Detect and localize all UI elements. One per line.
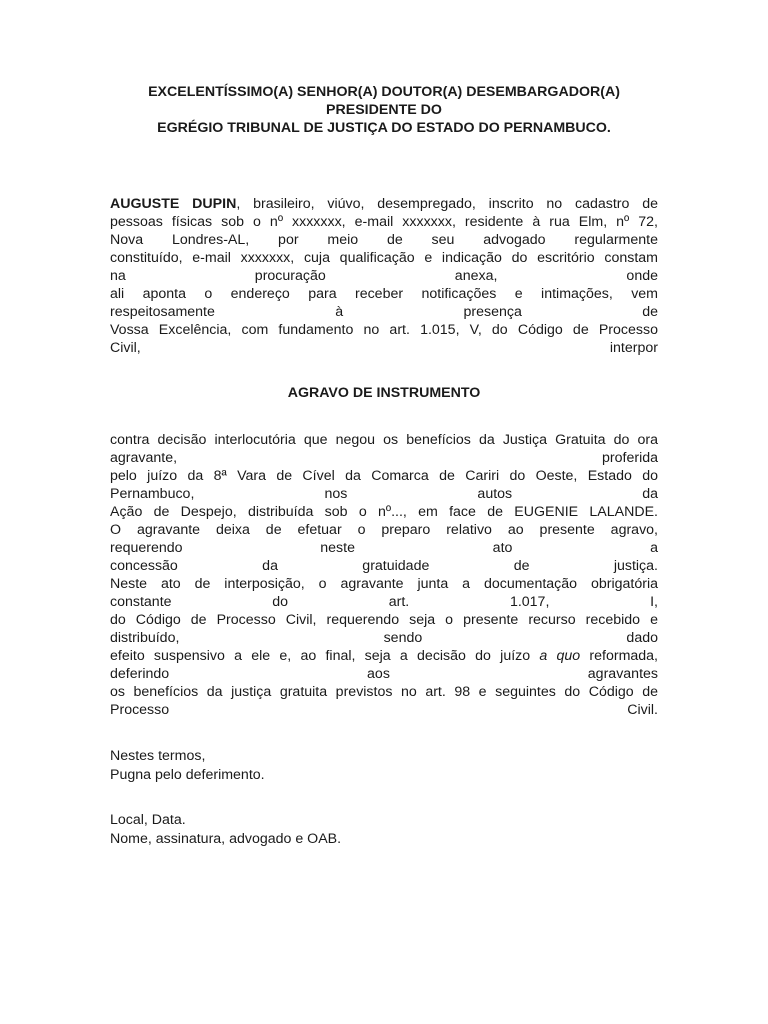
intro-line-1-rest: , brasileiro, viúvo, desempregado, inscrito no cadastro de — [236, 196, 659, 212]
body-line-16: Processo Civil. — [110, 702, 658, 718]
intro-paragraph — [110, 195, 658, 357]
body-line-7: requerendo neste ato a — [110, 540, 658, 556]
intro-line-9: Civil, interpor — [110, 340, 658, 356]
intro-line-5: na procuração anexa, onde — [110, 268, 658, 284]
header-line-3: EGRÉGIO TRIBUNAL DE JUSTIÇA DO ESTADO DO PERNAMBUCO. — [157, 120, 611, 136]
document-title: AGRAVO DE INSTRUMENTO — [287, 385, 481, 401]
body-line-10: constante do art. 1.017, I, — [110, 594, 658, 610]
intro-line-6: ali aponta o endereço para receber notificações e intimações, vem — [110, 286, 658, 302]
header-line-2: PRESIDENTE DO — [326, 102, 442, 118]
body-line-13 — [110, 647, 658, 665]
body-line-2: agravante, proferida — [110, 450, 658, 466]
body-line-3: pelo juízo da 8ª Vara de Cível da Comarca de Cariri do Oeste, Estado do — [110, 468, 658, 484]
intro-line-8: Vossa Excelência, com fundamento no art. 1.015, V, do Código de Processo — [110, 322, 658, 338]
closing-line-2: Pugna pelo deferimento. — [110, 767, 265, 783]
intro-line-3: Nova Londres-AL, por meio de seu advogado regularmente — [110, 232, 658, 248]
body-line-12: distribuído, sendo dado — [110, 630, 658, 646]
body-line-15: os benefícios da justiça gratuita previstos no art. 98 e seguintes do Código de — [110, 684, 658, 700]
signature-line-1: Local, Data. — [110, 812, 186, 828]
body-line-8: concessão da gratuidade de justiça. — [110, 558, 658, 574]
body-line-13-post: reformada, — [580, 648, 659, 664]
body-line-11: do Código de Processo Civil, requerendo seja o presente recurso recebido e — [110, 612, 658, 628]
header-line-1: EXCELENTÍSSIMO(A) SENHOR(A) DOUTOR(A) DESEMBARGADOR(A) — [148, 84, 620, 100]
body-line-6: O agravante deixa de efetuar o preparo relativo ao presente agravo, — [110, 522, 658, 538]
intro-line-7: respeitosamente à presença de — [110, 304, 658, 320]
body-paragraph — [110, 431, 658, 719]
intro-line-1 — [110, 195, 658, 213]
signature-block — [110, 811, 341, 849]
closing-block — [110, 747, 265, 785]
intro-line-4: constituído, e-mail xxxxxxx, cuja qualificação e indicação do escritório constam — [110, 250, 658, 266]
body-line-14: deferindo aos agravantes — [110, 666, 658, 682]
body-line-5: Ação de Despejo, distribuída sob o nº..., em face de EUGENIE LALANDE. — [110, 504, 658, 520]
party-name: AUGUSTE DUPIN — [110, 196, 237, 212]
document-header — [110, 83, 658, 137]
body-line-1: contra decisão interlocutória que negou os benefícios da Justiça Gratuita do ora — [110, 432, 658, 448]
latin-term: a quo — [539, 648, 581, 664]
intro-line-2: pessoas físicas sob o nº xxxxxxx, e-mail xxxxxxx, residente à rua Elm, nº 72, — [110, 214, 658, 230]
body-line-4: Pernambuco, nos autos da — [110, 486, 658, 502]
signature-line-2: Nome, assinatura, advogado e OAB. — [110, 831, 342, 847]
closing-line-1: Nestes termos, — [110, 748, 206, 764]
body-line-9: Neste ato de interposição, o agravante junta a documentação obrigatória — [110, 576, 658, 592]
body-line-13-pre: efeito suspensivo a ele e, ao final, seja a decisão do juízo — [110, 648, 540, 664]
